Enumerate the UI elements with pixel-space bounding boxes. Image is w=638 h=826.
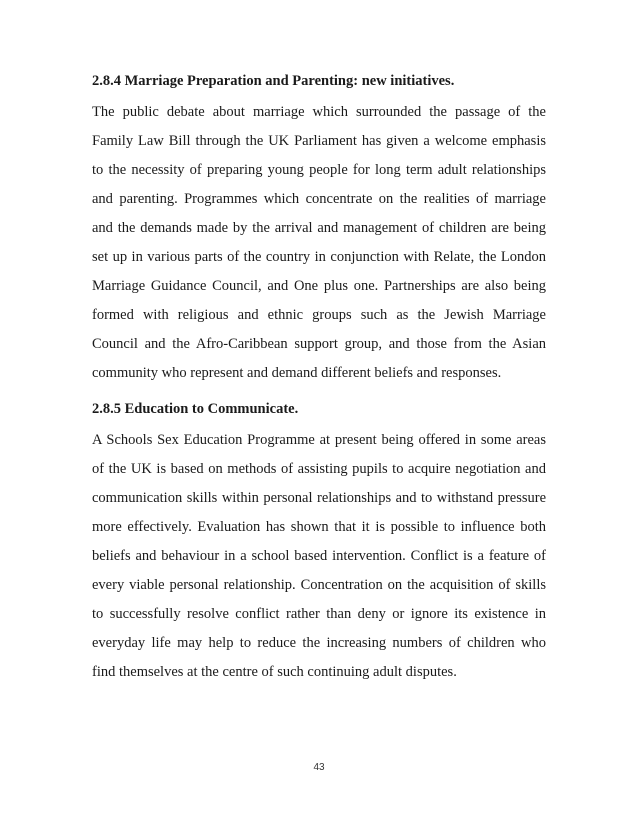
section-paragraph [92, 98, 546, 388]
page-number: 43 [313, 762, 325, 773]
paragraph-line: find themselves at the centre of such continuing adult disputes. [92, 664, 457, 680]
paragraph-line: community who represent and demand different beliefs and responses. [92, 365, 502, 381]
paragraph-line: of the UK is based on methods of assisting pupils to acquire negotiation and [92, 461, 546, 477]
paragraph-line: to the necessity of preparing young people for long term adult relationships [92, 162, 546, 178]
paragraph-line: set up in various parts of the country in conjunction with Relate, the London [92, 249, 546, 265]
paragraph-line: Marriage Guidance Council, and One plus one. Partnerships are also being [92, 278, 546, 294]
paragraph-line: more effectively. Evaluation has shown that it is possible to influence both [92, 519, 546, 535]
paragraph-line: everyday life may help to reduce the increasing numbers of children who [92, 635, 546, 651]
section-paragraph [92, 426, 546, 687]
paragraph-line: and the demands made by the arrival and management of children are being [92, 220, 546, 236]
section-heading: 2.8.5 Education to Communicate. [92, 401, 299, 417]
page-content [92, 72, 546, 687]
paragraph-line: Council and the Afro-Caribbean support group, and those from the Asian [92, 336, 546, 352]
paragraph-line: The public debate about marriage which surrounded the passage of the [92, 104, 546, 120]
section-heading: 2.8.4 Marriage Preparation and Parenting: new initiatives. [92, 73, 455, 89]
paragraph-line: and parenting. Programmes which concentrate on the realities of marriage [92, 191, 546, 207]
section-2-8-4 [92, 72, 546, 388]
paragraph-line: to successfully resolve conflict rather than deny or ignore its existence in [92, 606, 546, 622]
paragraph-line: A Schools Sex Education Programme at present being offered in some areas [92, 432, 546, 448]
section-spacer [92, 388, 546, 400]
paragraph-line: formed with religious and ethnic groups such as the Jewish Marriage [92, 307, 546, 323]
paragraph-line: communication skills within personal relationships and to withstand pressure [92, 490, 546, 506]
paragraph-line: every viable personal relationship. Concentration on the acquisition of skills [92, 577, 546, 593]
paragraph-line: beliefs and behaviour in a school based intervention. Conflict is a feature of [92, 548, 546, 564]
paragraph-line: Family Law Bill through the UK Parliament has given a welcome emphasis [92, 133, 546, 149]
section-2-8-5 [92, 400, 546, 687]
